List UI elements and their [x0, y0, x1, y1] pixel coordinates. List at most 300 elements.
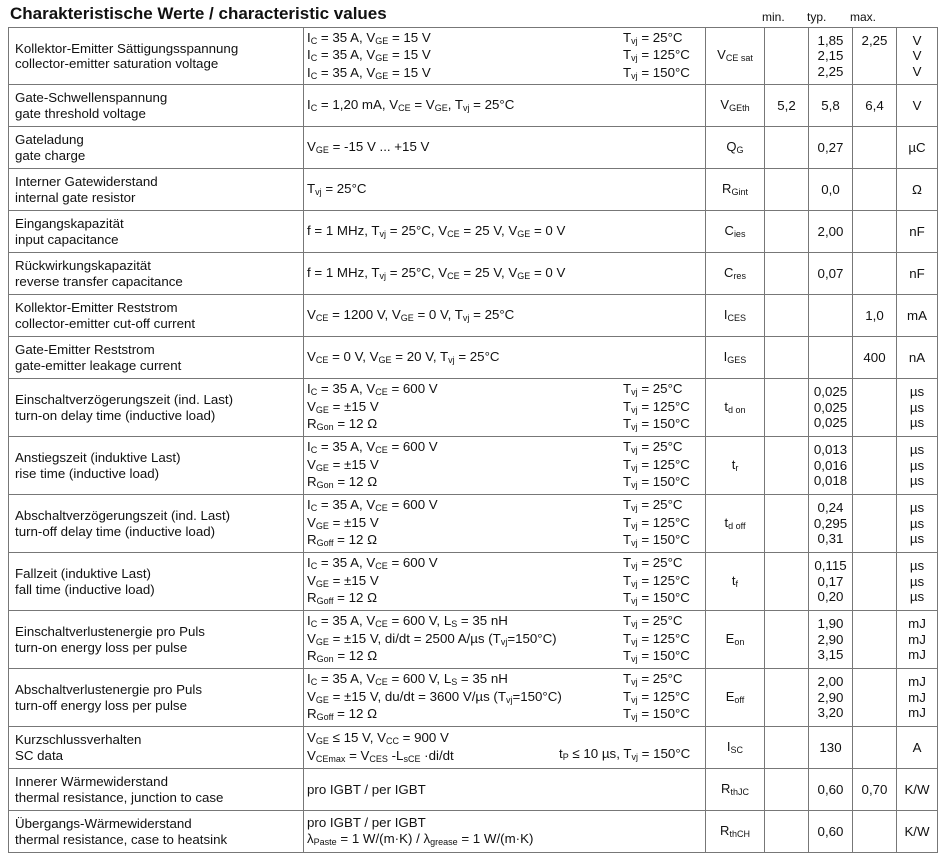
typ-value: 2,25 [817, 63, 844, 79]
condition-temp: $T_{vj} = 150^\circ C$ [623, 532, 690, 549]
unit-cell [897, 127, 938, 169]
condition-temp: $T_{vj} = 150^\circ C$ [623, 648, 690, 665]
max-cell [853, 553, 897, 611]
max-value [853, 64, 896, 80]
conditions-left [307, 307, 705, 325]
unit-value: µs [909, 442, 925, 458]
typ-cell [809, 611, 853, 669]
condition-line: $R_{Goff} = 12$ Ω [307, 532, 378, 549]
condition-line: $R_{Gon} = 12$ Ω [307, 648, 378, 665]
typ-value: 3,15 [817, 647, 844, 663]
conditions-cell [304, 769, 706, 811]
max-value [853, 690, 896, 706]
max-value [853, 182, 896, 198]
unit-value: V [912, 32, 922, 48]
conditions-cell [304, 669, 706, 727]
max-value [853, 574, 896, 590]
conditions-right [623, 439, 705, 492]
header-typ: typ. [807, 10, 827, 24]
unit-value: V [912, 48, 922, 64]
condition-temp: $T_{vj} = 25^\circ C$ [623, 439, 683, 456]
unit-cell [897, 337, 938, 379]
max-cell [853, 337, 897, 379]
unit-value: nF [909, 265, 925, 281]
param-name-cell [9, 669, 304, 727]
param-name-de: Rückwirkungskapazität [15, 258, 151, 273]
conditions-cell [304, 495, 706, 553]
conditions-group [307, 815, 705, 848]
unit-value: µs [909, 384, 925, 400]
conditions-cell [304, 127, 706, 169]
max-value [853, 516, 896, 532]
condition-temp: $T_{vj} = 150^\circ C$ [623, 590, 690, 607]
conditions-cell [304, 28, 706, 85]
max-value [853, 740, 896, 756]
typ-cell [809, 495, 853, 553]
unit-cell [897, 495, 938, 553]
param-name-cell [9, 611, 304, 669]
param-name-en: rise time (inductive load) [15, 465, 160, 481]
conditions-left [307, 613, 623, 666]
min-cell [765, 811, 809, 853]
condition-line: $V_{CE} = 0$ V, $V_{GE} = 20$ V, $T_{vj} = 25^\circ C$ [307, 348, 500, 365]
min-cell [765, 553, 809, 611]
typ-value: 2,00 [817, 674, 844, 690]
typ-cell [809, 295, 853, 337]
min-cell [765, 495, 809, 553]
max-value: 1,0 [865, 307, 884, 323]
max-value [853, 266, 896, 282]
typ-cell [809, 669, 853, 727]
min-value [765, 48, 808, 64]
param-name-de: Fallzeit (induktive Last) [15, 566, 151, 581]
unit-cell [897, 553, 938, 611]
unit-cell [897, 211, 938, 253]
param-name-cell [9, 553, 304, 611]
characteristic-values-table [8, 27, 938, 853]
condition-line: $V_{GE} = \pm 15$ V, du/dt = 3600 V/µs $(T_{vj}=150^\circ C)$ [307, 688, 562, 705]
conditions-cell [304, 337, 706, 379]
conditions-left [307, 97, 705, 115]
conditions-cell [304, 379, 706, 437]
max-cell [853, 769, 897, 811]
typ-value: 0,025 [813, 415, 848, 431]
typ-value: 0,025 [813, 384, 848, 400]
conditions-left [307, 181, 705, 199]
conditions-group [307, 349, 705, 367]
param-name-cell [9, 28, 304, 85]
unit-cell [897, 727, 938, 769]
min-value [765, 632, 808, 648]
conditions-cell [304, 811, 706, 853]
max-cell [853, 669, 897, 727]
condition-line: $I_C = 35$ A, $V_{GE} = 15$ V [307, 47, 431, 64]
condition-line: $I_C = 35$ A, $V_{CE} = 600$ V, $L_S = 35$ nH [307, 613, 508, 630]
condition-temp: $T_{vj} = 125^\circ C$ [623, 630, 690, 647]
param-name-en: gate threshold voltage [15, 105, 146, 121]
condition-line: $V_{GE} = \pm 15$ V [307, 398, 379, 415]
param-name-en: reverse transfer capacitance [15, 273, 183, 289]
conditions-group [307, 265, 705, 283]
typ-value: 0,27 [817, 139, 844, 155]
conditions-cell [304, 437, 706, 495]
min-cell [765, 611, 809, 669]
table-body [9, 28, 938, 853]
param-name-de: Abschaltverzögerungszeit (ind. Last) [15, 508, 231, 523]
symbol-cell: $Q_G$ [706, 127, 765, 169]
typ-value: 2,15 [817, 48, 844, 64]
unit-value: mJ [908, 631, 926, 647]
conditions-group [307, 439, 705, 492]
typ-value: 0,018 [813, 473, 848, 489]
min-cell [765, 437, 809, 495]
conditions-cell [304, 611, 706, 669]
min-value [765, 400, 808, 416]
max-cell [853, 811, 897, 853]
typ-cell [809, 379, 853, 437]
condition-line: $I_C = 35$ A, $V_{CE} = 600$ V [307, 381, 438, 398]
max-cell [853, 727, 897, 769]
conditions-cell [304, 169, 706, 211]
symbol-cell: $V_{GEth}$ [706, 85, 765, 127]
condition-temp: $T_{vj} = 25^\circ C$ [623, 381, 683, 398]
min-cell [765, 28, 809, 85]
condition-line: $I_C = 35$ A, $V_{GE} = 15$ V [307, 64, 431, 81]
typ-value: 0,295 [813, 515, 848, 531]
condition-line: $I_C = 35$ A, $V_{CE} = 600$ V [307, 555, 438, 572]
param-name-de: Einschaltverzögerungszeit (ind. Last) [15, 392, 234, 407]
unit-value: nF [909, 223, 925, 239]
min-cell [765, 727, 809, 769]
unit-cell [897, 437, 938, 495]
conditions-right [623, 613, 705, 666]
max-cell [853, 211, 897, 253]
min-cell [765, 211, 809, 253]
condition-line: $V_{GE} = \pm 15$ V [307, 456, 379, 473]
condition-line: $R_{Gon} = 12$ Ω [307, 416, 378, 433]
typ-cell [809, 85, 853, 127]
conditions-left [307, 555, 623, 608]
conditions-group [307, 730, 705, 765]
conditions-right [559, 730, 705, 765]
conditions-group [307, 139, 705, 157]
typ-value: 0,60 [817, 781, 844, 797]
unit-cell [897, 169, 938, 211]
condition-line: $R_{Goff} = 12$ Ω [307, 590, 378, 607]
condition-temp: $T_{vj} = 25^\circ C$ [623, 555, 683, 572]
min-value [765, 182, 808, 198]
max-value [853, 48, 896, 64]
max-value [853, 824, 896, 840]
unit-value: mJ [908, 705, 926, 721]
param-name-cell [9, 495, 304, 553]
min-value: 5,2 [777, 97, 796, 113]
min-value [765, 516, 808, 532]
condition-line: $V_{GE} \le 15$ V, $V_{CC} = 900$ V [307, 730, 449, 746]
conditions-right [623, 497, 705, 550]
conditions-left [307, 381, 623, 434]
condition-line: f = 1 MHz, $T_{vj} = 25^\circ C$, $V_{CE} = 25$ V, $V_{GE} = 0$ V [307, 222, 566, 239]
typ-cell [809, 769, 853, 811]
condition-line: $T_{vj} = 25^\circ C$ [307, 180, 367, 197]
condition-line: pro IGBT / per IGBT [307, 781, 426, 797]
unit-value: mJ [908, 689, 926, 705]
typ-cell [809, 811, 853, 853]
condition-line: $V_{GE} = \pm 15$ V, di/dt = 2500 A/µs $(T_{vj}=150^\circ C)$ [307, 630, 557, 647]
unit-cell [897, 669, 938, 727]
table-row [9, 553, 938, 611]
conditions-cell [304, 253, 706, 295]
min-cell [765, 379, 809, 437]
min-value [765, 140, 808, 156]
table-row [9, 85, 938, 127]
typ-value: 2,00 [817, 223, 844, 239]
symbol-cell: $I_{GES}$ [706, 337, 765, 379]
unit-cell [897, 379, 938, 437]
param-name-cell [9, 811, 304, 853]
typ-value: 5,8 [821, 97, 840, 113]
conditions-group [307, 497, 705, 550]
conditions-right [623, 30, 705, 83]
param-name-de: Interner Gatewiderstand [15, 174, 158, 189]
conditions-cell [304, 553, 706, 611]
param-name-cell [9, 211, 304, 253]
typ-value: 1,85 [817, 32, 844, 48]
typ-value [809, 350, 852, 366]
symbol-cell: $E_{on}$ [706, 611, 765, 669]
typ-value: 3,20 [817, 705, 844, 721]
unit-value: µC [908, 139, 926, 155]
symbol-cell: $E_{off}$ [706, 669, 765, 727]
max-value [853, 140, 896, 156]
unit-cell [897, 811, 938, 853]
max-value [853, 224, 896, 240]
max-value [853, 400, 896, 416]
min-value [765, 574, 808, 590]
typ-value: 130 [819, 739, 842, 755]
typ-value: 0,17 [817, 573, 844, 589]
typ-value: 0,60 [817, 823, 844, 839]
unit-value: µs [909, 515, 925, 531]
conditions-group [307, 782, 705, 798]
max-cell [853, 169, 897, 211]
param-name-en: thermal resistance, case to heatsink [15, 831, 228, 847]
condition-line: $R_{Gon} = 12$ Ω [307, 474, 378, 491]
max-cell [853, 127, 897, 169]
param-name-en: SC data [15, 747, 64, 763]
max-value [853, 632, 896, 648]
param-name-de: Kurzschlussverhalten [15, 732, 142, 747]
conditions-left [307, 497, 623, 550]
conditions-left [307, 782, 705, 798]
conditions-right [623, 671, 705, 724]
unit-cell [897, 85, 938, 127]
max-value: 2,25 [861, 32, 888, 48]
table-row [9, 28, 938, 85]
condition-temp: $T_{vj} = 125^\circ C$ [623, 456, 690, 473]
param-name-en: internal gate resistor [15, 189, 136, 205]
conditions-right [623, 555, 705, 608]
typ-value: 0,20 [817, 589, 844, 605]
param-name-en: input capacitance [15, 231, 119, 247]
conditions-cell [304, 295, 706, 337]
typ-cell [809, 337, 853, 379]
min-cell [765, 295, 809, 337]
typ-value: 0,07 [817, 265, 844, 281]
condition-temp: $T_{vj} = 125^\circ C$ [623, 47, 690, 64]
unit-value: mJ [908, 674, 926, 690]
max-cell [853, 253, 897, 295]
param-name-cell [9, 769, 304, 811]
symbol-cell: $C_{res}$ [706, 253, 765, 295]
conditions-left [307, 265, 705, 283]
min-value [765, 308, 808, 324]
unit-value: µs [909, 399, 925, 415]
unit-value: µs [909, 500, 925, 516]
conditions-group [307, 555, 705, 608]
condition-line: $R_{Goff} = 12$ Ω [307, 706, 378, 723]
conditions-group [307, 307, 705, 325]
max-value: 6,4 [865, 97, 884, 113]
conditions-left [307, 815, 705, 848]
conditions-cell [304, 211, 706, 253]
param-name-en: turn-on energy loss per pulse [15, 639, 188, 655]
symbol-cell: $R_{thJC}$ [706, 769, 765, 811]
min-value [765, 740, 808, 756]
param-name-cell [9, 437, 304, 495]
unit-value: mJ [908, 616, 926, 632]
unit-value: V [912, 63, 922, 79]
param-name-cell [9, 127, 304, 169]
condition-line: $I_C = 35$ A, $V_{CE} = 600$ V [307, 439, 438, 456]
conditions-left [307, 223, 705, 241]
typ-cell [809, 169, 853, 211]
typ-value: 0,31 [817, 531, 844, 547]
typ-value: 2,90 [817, 689, 844, 705]
param-name-cell [9, 379, 304, 437]
condition-temp: $t_P \le 10$ µs, $T_{vj} = 150^\circ C$ [559, 745, 691, 762]
typ-cell [809, 553, 853, 611]
param-name-cell [9, 295, 304, 337]
condition-line: $V_{CE} = 1200$ V, $V_{GE} = 0$ V, $T_{vj} = 25^\circ C$ [307, 306, 515, 323]
min-cell [765, 253, 809, 295]
unit-cell [897, 253, 938, 295]
condition-temp: $T_{vj} = 150^\circ C$ [623, 706, 690, 723]
symbol-cell: $t_{d off}$ [706, 495, 765, 553]
max-cell [853, 379, 897, 437]
typ-cell [809, 437, 853, 495]
symbol-cell: $t_f$ [706, 553, 765, 611]
max-cell [853, 611, 897, 669]
symbol-cell: $t_r$ [706, 437, 765, 495]
unit-cell [897, 769, 938, 811]
typ-cell [809, 28, 853, 85]
unit-value: K/W [904, 781, 930, 797]
param-name-de: Gate-Emitter Reststrom [15, 342, 155, 357]
typ-value [809, 308, 852, 324]
condition-temp: $T_{vj} = 125^\circ C$ [623, 514, 690, 531]
condition-line: $I_C = 1,20$ mA, $V_{CE} = V_{GE}$, $T_{vj} = 25^\circ C$ [307, 96, 515, 113]
max-cell [853, 295, 897, 337]
symbol-cell: $I_{CES}$ [706, 295, 765, 337]
symbol-cell: $t_{d on}$ [706, 379, 765, 437]
typ-value: 0,013 [813, 442, 848, 458]
condition-line: $I_C = 35$ A, $V_{GE} = 15$ V [307, 29, 431, 46]
condition-temp: $T_{vj} = 150^\circ C$ [623, 64, 690, 81]
min-value [765, 824, 808, 840]
param-name-en: turn-off energy loss per pulse [15, 697, 187, 713]
min-value [765, 266, 808, 282]
param-name-de: Übergangs-Wärmewiderstand [15, 816, 192, 831]
conditions-left [307, 730, 559, 765]
conditions-group [307, 671, 705, 724]
conditions-cell [304, 727, 706, 769]
condition-temp: $T_{vj} = 25^\circ C$ [623, 497, 683, 514]
unit-value: Ω [912, 181, 922, 197]
typ-value: 0,025 [813, 399, 848, 415]
symbol-cell: $V_{CE sat}$ [706, 28, 765, 85]
param-name-en: turn-on delay time (inductive load) [15, 407, 216, 423]
conditions-group [307, 381, 705, 434]
param-name-de: Gateladung [15, 132, 84, 147]
table-row [9, 253, 938, 295]
condition-temp: $T_{vj} = 125^\circ C$ [623, 688, 690, 705]
table-row [9, 437, 938, 495]
min-cell [765, 769, 809, 811]
condition-temp: $T_{vj} = 125^\circ C$ [623, 572, 690, 589]
condition-line: pro IGBT / per IGBT [307, 815, 426, 830]
unit-value: µs [909, 531, 925, 547]
conditions-right [623, 381, 705, 434]
condition-line: $V_{GE} = -15$ V ... +15 V [307, 138, 430, 155]
max-value [853, 458, 896, 474]
conditions-left [307, 30, 623, 83]
unit-value: µs [909, 473, 925, 489]
min-cell [765, 169, 809, 211]
table-row [9, 379, 938, 437]
conditions-left [307, 139, 705, 157]
condition-temp: $T_{vj} = 25^\circ C$ [623, 29, 683, 46]
param-name-en: thermal resistance, junction to case [15, 789, 224, 805]
typ-value: 0,115 [814, 558, 847, 574]
param-name-cell [9, 727, 304, 769]
header-min: min. [762, 10, 785, 24]
unit-value: A [912, 739, 922, 755]
typ-value: 0,0 [821, 181, 840, 197]
min-value [765, 690, 808, 706]
param-name-de: Abschaltverlustenergie pro Puls [15, 682, 202, 697]
min-cell [765, 669, 809, 727]
condition-temp: $T_{vj} = 150^\circ C$ [623, 474, 690, 491]
typ-value: 1,90 [817, 616, 844, 632]
param-name-de: Eingangskapazität [15, 216, 124, 231]
max-value: 400 [863, 349, 886, 365]
param-name-cell [9, 169, 304, 211]
param-name-en: gate charge [15, 147, 86, 163]
min-cell [765, 127, 809, 169]
unit-value: V [912, 97, 922, 113]
min-value [765, 224, 808, 240]
param-name-de: Kollektor-Emitter Reststrom [15, 300, 178, 315]
condition-temp: $T_{vj} = 25^\circ C$ [623, 671, 683, 688]
table-row [9, 727, 938, 769]
table-row [9, 337, 938, 379]
conditions-left [307, 439, 623, 492]
unit-value: nA [908, 349, 926, 365]
unit-value: K/W [904, 823, 930, 839]
condition-line: $\lambda_{Paste} = 1$ $W/(m\cdot K) / \lambda_{grease} = 1$ W/(m·K) [307, 830, 534, 847]
symbol-cell: $R_{Gint}$ [706, 169, 765, 211]
